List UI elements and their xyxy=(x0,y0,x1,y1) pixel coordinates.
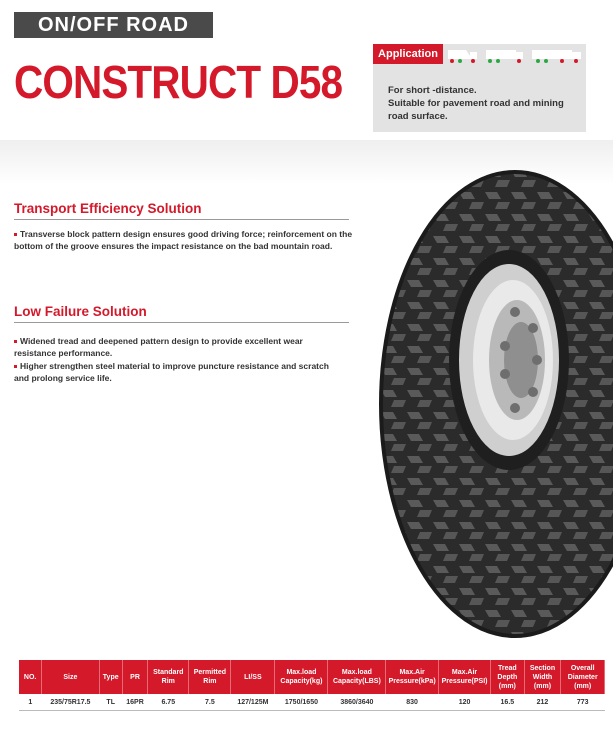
table-cell: 120 xyxy=(438,694,490,711)
col-header: Max.Air Pressure(kPa) xyxy=(386,660,439,694)
col-header: Type xyxy=(99,660,122,694)
bullet-item: Higher strengthen steel material to improve puncture resistance and scratch and prolong service life. xyxy=(14,361,329,383)
bullet-item: Transverse block pattern design ensures good driving force; reinforcement on the bottom of the groove ensures the impact resistance on the bad mountain road. xyxy=(14,229,353,251)
trailer-truck-icon xyxy=(532,50,581,63)
tire-image xyxy=(355,168,613,640)
application-description: For short -distance. Suitable for pavement road and mining road surface. xyxy=(388,85,564,122)
section-divider xyxy=(14,322,349,323)
table-cell: TL xyxy=(99,694,122,711)
table-cell: 7.5 xyxy=(189,694,231,711)
product-title: CONSTRUCT D58 xyxy=(14,56,343,108)
col-header: Overall Diameter (mm) xyxy=(561,660,605,694)
table-cell: 1 xyxy=(19,694,42,711)
table-row xyxy=(19,694,605,711)
col-header: PR xyxy=(122,660,147,694)
section-title-failure: Low Failure Solution xyxy=(14,304,147,319)
table-cell: 830 xyxy=(386,694,439,711)
table-cell: 235/75R17.5 xyxy=(42,694,99,711)
section-divider xyxy=(14,219,349,220)
table-cell: 16PR xyxy=(122,694,147,711)
col-header: LI/SS xyxy=(231,660,275,694)
bullet-icon xyxy=(14,233,17,236)
col-header: NO. xyxy=(19,660,42,694)
col-header: Section Width (mm) xyxy=(524,660,561,694)
col-header: Permitted Rim xyxy=(189,660,231,694)
col-header: Tread Depth (mm) xyxy=(491,660,524,694)
spec-table xyxy=(19,660,605,711)
category-badge: ON/OFF ROAD xyxy=(14,12,213,38)
table-cell: 3860/3640 xyxy=(328,694,386,711)
bullet-icon xyxy=(14,365,17,368)
col-header: Max.Air Pressure(PSI) xyxy=(438,660,490,694)
col-header: Max.load Capacity(LBS) xyxy=(328,660,386,694)
table-cell: 773 xyxy=(561,694,605,711)
bullet-item: Widened tread and deepened pattern design to provide excellent wear resistance performance. xyxy=(14,336,303,358)
application-label: Application xyxy=(373,44,443,64)
col-header: Size xyxy=(42,660,99,694)
table-cell: 16.5 xyxy=(491,694,524,711)
spec-header-row xyxy=(19,660,605,694)
table-cell: 1750/1650 xyxy=(275,694,328,711)
dump-truck-icon xyxy=(448,50,477,63)
table-cell: 212 xyxy=(524,694,561,711)
table-cell: 6.75 xyxy=(148,694,189,711)
truck-icons xyxy=(446,46,584,64)
box-truck-icon xyxy=(486,50,523,63)
section-title-transport: Transport Efficiency Solution xyxy=(14,201,202,216)
table-cell: 127/125M xyxy=(231,694,275,711)
col-header: Standard Rim xyxy=(148,660,189,694)
col-header: Max.load Capacity(kg) xyxy=(275,660,328,694)
bullet-icon xyxy=(14,340,17,343)
